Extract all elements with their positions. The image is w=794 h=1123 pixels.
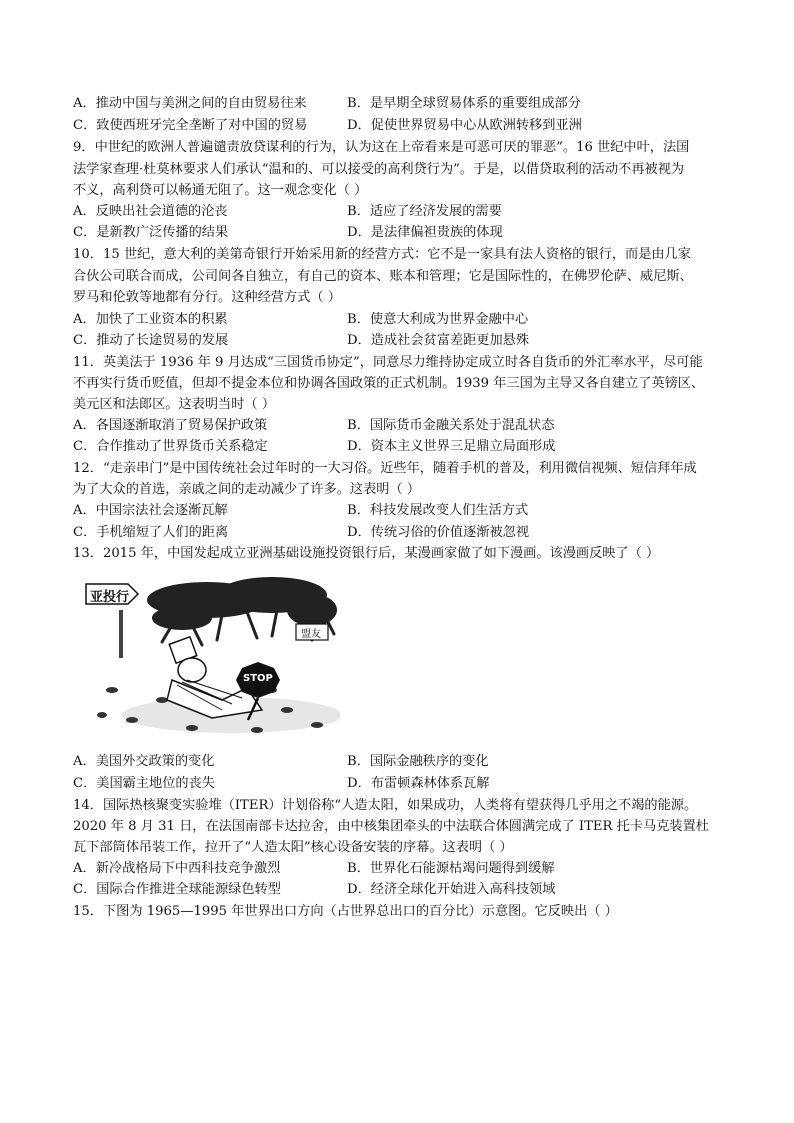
q8-option-c: C．致使西班牙完全垄断了对中国的贸易 xyxy=(73,118,308,133)
q14-stem-line3: 瓦下部筒体吊装工作，拉开了“人造太阳”核心设备安装的序幕。这表明（ ） xyxy=(73,840,513,855)
q11-option-a: A．各国逐渐取消了贸易保护政策 xyxy=(73,418,268,433)
q11-stem-line2: 不再实行货币贬值，但却不提金本位和协调各国政策的正式机制。1939 年三国为主导又各自建立了英镑区、 xyxy=(73,376,705,391)
q14-option-c: C．国际合作推进全球能源绿色转型 xyxy=(73,882,281,897)
q12-option-d: D．传统习俗的价值逐渐被忽视 xyxy=(347,525,530,540)
q14-stem-line1: 14．国际热核聚变实验堆（ITER）计划俗称“人造太阳，如果成功，人类将有望获得几乎用之不竭的能源。 xyxy=(73,798,698,813)
q8-option-a: A．推动中国与美洲之间的自由贸易往来 xyxy=(73,96,307,111)
q10-stem-line1: 10．15 世纪，意大利的美第奇银行开始采用新的经营方式：它不是一家具有法人资格的银行，而是由几家 xyxy=(73,247,691,262)
q15-stem-line1: 15．下图为 1965—1995 年世界出口方向（占世界总出口的百分比）示意图。它反映出（ ） xyxy=(73,904,618,919)
q10-option-c: C．推动了长途贸易的发展 xyxy=(73,333,229,348)
q10-stem-line2: 合伙公司联合而成，公司间各自独立，有自己的资本、账本和管理；它是国际性的，在佛罗伦萨、威尼斯、 xyxy=(73,269,693,284)
cartoon-sign-text: 亚投行 xyxy=(90,590,130,605)
cartoon-flag-text: 盟友 xyxy=(301,629,321,640)
q11-stem-line3: 美元区和法郎区。这表明当时（ ） xyxy=(73,397,276,412)
q10-stem-line3: 罗马和伦敦等地都有分行。这种经营方式（ ） xyxy=(73,290,341,305)
q9-stem-line2: 法学家查理·杜莫林要求人们承认“温和的、可以接受的高利贷行为”。于是，以借贷取利的活动不再被视为 xyxy=(73,162,685,177)
q13-option-a: A．美国外交政策的变化 xyxy=(73,754,215,769)
q12-option-b: B．科技发展改变人们生活方式 xyxy=(347,503,529,518)
q14-stem-line2: 2020 年 8 月 31 日，在法国南部卡达拉舍，由中核集团牵头的中法联合体圆满完成了 ITER 托卡马克装置杜 xyxy=(73,819,709,834)
q13-option-d: D．布雷顿森林体系瓦解 xyxy=(347,776,490,791)
q11-option-c: C．合作推动了世界货币关系稳定 xyxy=(73,439,268,454)
q13-option-c: C．美国霸主地位的丧失 xyxy=(73,776,215,791)
q11-option-d: D．资本主义世界三足鼎立局面形成 xyxy=(347,439,556,454)
q9-stem-line1: 9．中世纪的欧洲人普遍谴责放贷谋利的行为，认为这在上帝看来是可恶可厌的罪恶”。16 世纪中叶，法国 xyxy=(73,140,690,155)
q11-option-b: B．国际货币金融关系处于混乱状态 xyxy=(347,418,555,433)
cartoon-stop-text: STOP xyxy=(243,673,273,684)
q13-stem-line1: 13．2015 年，中国发起成立亚洲基础设施投资银行后，某漫画家做了如下漫画。该漫画反映了（ ） xyxy=(73,546,660,561)
q9-option-d: D．是法律偏袒贵族的体现 xyxy=(347,225,503,240)
q11-stem-line1: 11．英美法于 1936 年 9 月达成“三国货币协定”，同意尽力维持协定成立时各自货币的外汇率水平，尽可能 xyxy=(73,355,703,370)
q13-cartoon xyxy=(72,570,340,740)
q9-option-a: A．反映出社会道德的沦丧 xyxy=(73,204,228,219)
q9-option-b: B．适应了经济发展的需要 xyxy=(347,204,502,219)
q12-option-a: A．中国宗法社会逐渐瓦解 xyxy=(73,503,228,518)
q12-stem-line2: 为了大众的首选，亲戚之间的走动减少了许多。这表明（ ） xyxy=(73,482,421,497)
q12-option-c: C．手机缩短了人们的距离 xyxy=(73,525,229,540)
q9-option-c: C．是新教广泛传播的结果 xyxy=(73,225,229,240)
q14-option-a: A．新冷战格局下中西科技竞争激烈 xyxy=(73,861,281,876)
q14-option-b: B．世界化石能源枯竭问题得到缓解 xyxy=(347,861,555,876)
q13-option-b: B．国际金融秩序的变化 xyxy=(347,754,489,769)
q10-option-d: D．造成社会贫富差距更加悬殊 xyxy=(347,333,530,348)
q14-option-d: D．经济全球化开始进入高科技领域 xyxy=(347,882,556,897)
q10-option-a: A．加快了工业资本的积累 xyxy=(73,312,228,327)
q10-option-b: B．使意大利成为世界金融中心 xyxy=(347,312,529,327)
q12-stem-line1: 12．“走亲串门”是中国传统社会过年时的一大习俗。近些年，随着手机的普及，利用微信视频、短信拜年成 xyxy=(73,461,697,476)
q8-option-b: B．是早期全球贸易体系的重要组成部分 xyxy=(347,96,581,111)
q8-option-d: D．促使世界贸易中心从欧洲转移到亚洲 xyxy=(347,118,582,133)
q9-stem-line3: 不义，高利贷可以畅通无阻了。这一观念变化（ ） xyxy=(73,183,368,198)
